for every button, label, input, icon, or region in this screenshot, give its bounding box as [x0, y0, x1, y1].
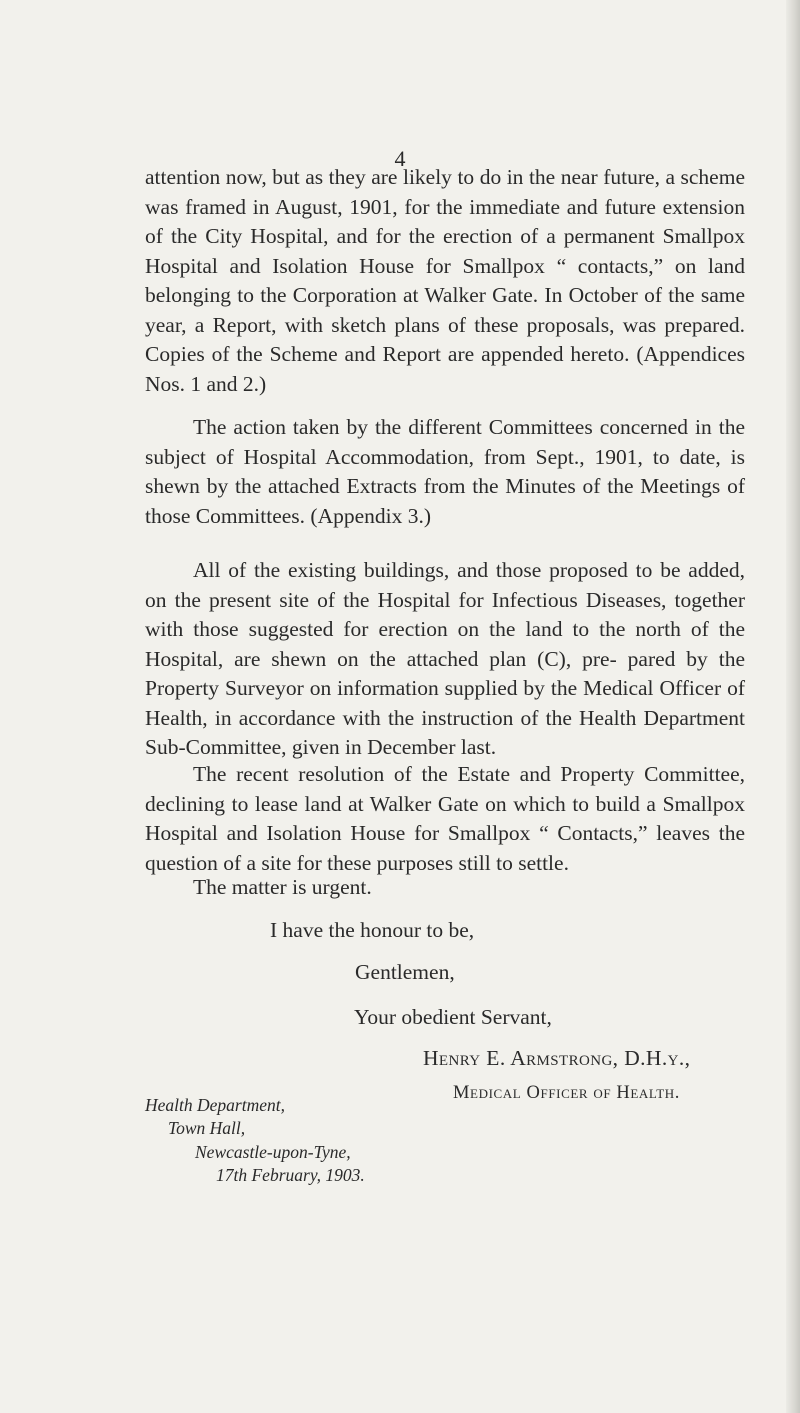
- page-number: 4: [394, 146, 406, 171]
- closing-line: I have the honour to be,: [270, 918, 475, 942]
- servant-line: Your obedient Servant,: [354, 1005, 552, 1029]
- paragraph-1: attention now, but as they are likely to do in the near future, a scheme was framed in August, 1901, for the immediate and future extension of the City Hospital, and for the erection of a permanent Smallpox Hospital and Isolation House for Smallpox “ contacts,” on land belonging to the Corporation at Walker Gate. In October of the same year, a Report, with sketch plans of these proposals, was prepared. Copies of the Scheme and Report are appended hereto. (Appendices Nos. 1 and 2.): [145, 165, 745, 396]
- address-city: Newcastle-upon-Tyne,: [195, 1142, 351, 1162]
- address-date: 17th February, 1903.: [216, 1165, 365, 1185]
- paragraph-5: The matter is urgent.: [193, 875, 372, 899]
- paragraph-3: All of the existing buildings, and those proposed to be added, on the present site of the Hospital for Infectious Diseases, together with those suggested for erection on the land to the north of the Hospital, are shewn on the attached plan (C), pre- pared by the Property Surveyor on information supplied by the Medical Officer of Health, in accordance with the instruction of the Health Department Sub-Committee, given in December last.: [145, 558, 745, 759]
- paragraph-4: The recent resolution of the Estate and Property Committee, declining to lease land at Walker Gate on which to build a Smallpox Hospital and Isolation House for Smallpox “ Contacts,” leaves the question of a site for these purposes still to settle.: [145, 762, 745, 875]
- signature-title: Medical Officer of Health.: [453, 1083, 681, 1103]
- paragraph-2: The action taken by the different Committees concerned in the subject of Hospital Accommodation, from Sept., 1901, to date, is shewn by the attached Extracts from the Minutes of the Meetings of those Committees. (Appendix 3.): [145, 415, 745, 528]
- salutation: Gentlemen,: [355, 960, 455, 984]
- page-edge: [786, 0, 800, 1413]
- address-building: Town Hall,: [168, 1118, 246, 1138]
- signature-name: Henry E. Armstrong, D.H.y.,: [423, 1046, 691, 1070]
- address-department: Health Department,: [145, 1095, 285, 1115]
